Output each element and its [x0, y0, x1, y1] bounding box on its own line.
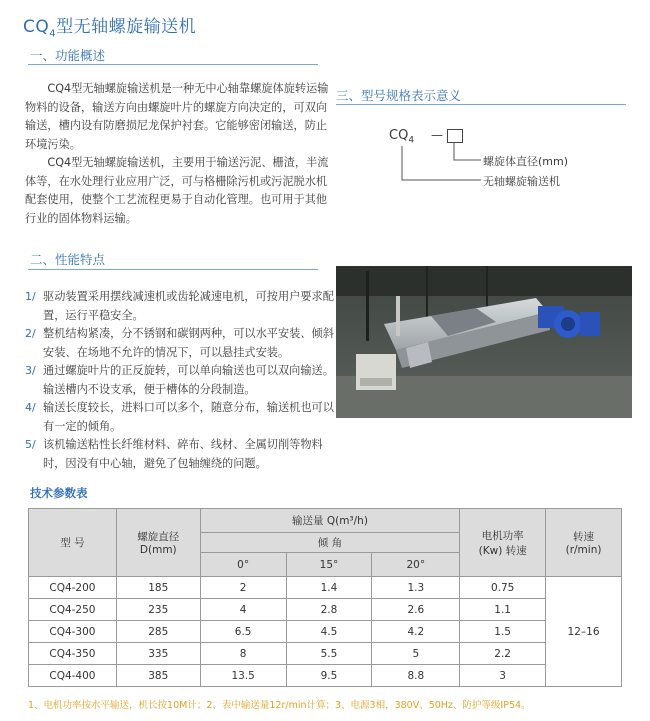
header-angle-0: 0°: [200, 553, 286, 577]
table-row: CQ4-300 285 6.5 4.5 4.2 1.5: [29, 621, 622, 643]
header-angle-20: 20°: [372, 553, 460, 577]
header-angle-15: 15°: [286, 553, 372, 577]
page-title: $CQ_4$型无轴螺旋输送机: [23, 17, 197, 40]
header-flow: 输送量 Q(m³/h): [200, 509, 460, 533]
section-model-heading: 三、型号规格表示意义: [336, 88, 462, 103]
header-diameter: 螺旋直径 D(mm): [116, 509, 200, 577]
label-spiral-diameter: 螺旋体直径(mm): [483, 155, 569, 168]
table-footnote: 1、电机功率按水平输送，机长按10M计；2、表中输送量12r/min计算；3、电源3相，380V、50Hz、防护等级IP54。: [28, 700, 531, 711]
feature-item: 4/ 输送长度较长，进料口可以多个，随意分布，输送机也可以有一定的倾角。: [25, 401, 334, 433]
header-model: 型 号: [29, 509, 117, 577]
section-divider: [28, 64, 318, 65]
header-angle: 倾 角: [200, 533, 460, 553]
model-dash: —: [431, 128, 443, 142]
table-row: CQ4-250 235 4 2.8 2.6 1.1: [29, 599, 622, 621]
header-power: 电机功率 (Kw) 转速: [460, 509, 546, 577]
overview-paragraph-2: CQ4型无轴螺旋输送机，主要用于输送污泥、栅渣，半流体等，在水处理行业应用广泛，可与格栅除污机或污泥脱水机配套使用，使整个工艺流程更易于自动化管理。也可用于其他行业的固体物料运输。: [25, 156, 329, 225]
section-divider: [28, 269, 318, 270]
spec-table: [28, 508, 622, 687]
header-speed: 转速 (r/min): [546, 509, 622, 577]
model-diagram: [383, 124, 633, 196]
table-row: CQ4-200 185 2 1.4 1.3 0.75 12–16: [29, 577, 622, 599]
feature-item: 2/ 整机结构紧凑，分不锈钢和碳钢两种，可以水平安装、倾斜安装、在场地不允许的情况下，可以悬挂式安装。: [25, 327, 334, 359]
section-features-heading: 二、性能特点: [30, 252, 106, 267]
section-overview-heading: 一、功能概述: [30, 48, 106, 63]
feature-item: 1/ 驱动装置采用摆线减速机或齿轮减速电机，可按用户要求配置，运行平稳安全。: [25, 290, 334, 322]
overview-paragraph-1: CQ4型无轴螺旋输送机是一种无中心轴靠螺旋体旋转运输物料的设备，输送方向由螺旋叶片的螺旋方向决定的，可双向输送，槽内设有防磨损尼龙保护衬套。它能够密闭输送，防止环境污染。: [25, 82, 329, 151]
params-table-heading: 技术参数表: [30, 486, 88, 500]
model-code: $CQ_4$: [389, 128, 415, 146]
table-row: CQ4-350 335 8 5.5 5 2.2: [29, 643, 622, 665]
feature-item: 3/ 通过螺旋叶片的正反旋转，可以单向输送也可以双向输送。输送槽内不设支承，便于槽体的分段制造。: [25, 364, 334, 396]
features-list: [25, 288, 340, 473]
label-shaftless-conveyor: 无轴螺旋输送机: [483, 175, 560, 188]
conveyor-photo: [336, 266, 632, 418]
overview-text: [25, 80, 337, 228]
table-row: CQ4-400 385 13.5 9.5 8.8 3: [29, 665, 622, 687]
model-leader-lines: [383, 124, 493, 196]
feature-item: 5/ 该机输送粘性长纤维材料、碎布、线材、全属切削等物料时，因没有中心轴，避免了包轴缠绕的问题。: [25, 438, 323, 470]
section-divider: [336, 104, 626, 105]
speed-cell: 12–16: [546, 577, 622, 687]
